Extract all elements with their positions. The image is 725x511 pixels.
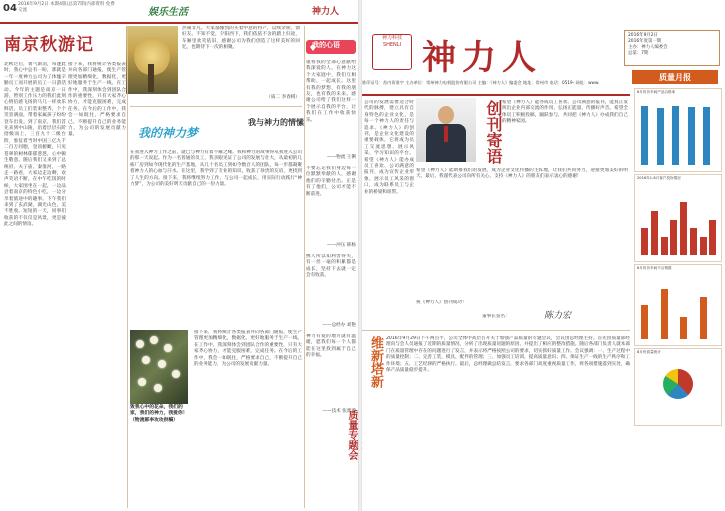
dream-title: 我的神力梦 <box>138 126 199 140</box>
bars-defect-bar-3 <box>700 297 707 339</box>
defects-title: 8月份各车间不合格数 <box>637 266 672 270</box>
heart-text-4: 神力有爱的地方就有温暖，愿我们每一个人都能在这里找到属于自己的幸福。 <box>306 334 356 359</box>
flower-caption: 致我心中的花朵，我们的家，我们的神力，我爱你！（物流部李攻攻供稿） <box>130 405 188 423</box>
top-mid-text: 热闹非凡。大家都懂凯的买着中意的特产，以续亲朋，馈好友。不知不觉，夕阳西下，我们依依不舍的踏上归途，车厢里欢笑依旧，感谢公司为我们创造了这样美好的回忆，也期待下一次的相聚。 <box>182 26 300 51</box>
vertical-banner: 质量专题会 <box>346 410 357 460</box>
feature-sign: 祝《神力人》创刊成功！ <box>416 300 467 305</box>
ginkgo-photo <box>126 26 178 94</box>
issue-box <box>624 30 720 66</box>
heart-text-2: 不要忘记我们身边每一位默默奉献的人，感谢他们的辛勤付出。正是有了他们，公司才能不断前进。 <box>306 166 356 197</box>
column-rule <box>127 26 128 508</box>
bars-pass-bar-1 <box>657 108 664 165</box>
bars-complaint-bar-3 <box>670 220 677 255</box>
bars-complaint-bar-5 <box>690 228 697 255</box>
left-page <box>0 0 358 511</box>
love-article-text: 在我进入神力工作之前，就已与神力有着不解之缘。我和神力的故事得从我进入公司的那一天说起。作为一名普通的员工，我亲眼见证了公司的发展与壮大，从最初的几栋厂房到如今现代化的生产基地，从几十名员工到如今数百人的团队，每一步都凝聚着神力人的心血与汗水。在这里，我学到了专业的知识，收获了珍贵的友谊，更找到了人生的方向。接下来，我将继续努力工作，与公司一起成长，用实际行动践行“神力梦”，为公司的美好明天贡献自己的一份力量。 <box>130 150 302 188</box>
bottom-rule <box>362 330 630 331</box>
issue-number: 总第：7期 <box>628 51 649 56</box>
issue-publisher: 主办：神力人编委会 <box>628 45 668 50</box>
heart-text-3: 携人所以知利害得失，有一丝一毫的积累都是成长，坚持下去就一定会有收获。 <box>306 254 356 279</box>
heart-text: 谨将我的全部心意献给我深爱的人。在神力这个大家庭中，我们互相帮助，一起成长。这里有我的梦想，有我的朋友，也有我的未来。感谢公司给了我们这样一个展示自我的平台，让我们在工作中收获快乐。 <box>306 60 356 123</box>
page-number: 04 <box>3 3 17 14</box>
bars-complaint-bar-7 <box>709 220 716 255</box>
complaints-chart <box>634 174 722 262</box>
love-title: 我与神力的情愫 <box>248 117 304 127</box>
bars-complaint-bar-2 <box>661 237 668 255</box>
bars-defect-bar-2 <box>680 317 687 339</box>
heart-author-3: ——总经办 刘艳 <box>322 323 356 328</box>
masthead-seal: 神力科技 SHENLI <box>372 34 412 70</box>
bars-complaint-bar-1 <box>651 211 658 255</box>
right-page <box>362 0 725 511</box>
pass-rate-title: 8月份各车间产品合格率 <box>637 90 676 94</box>
bars-pass-bar-3 <box>688 107 695 165</box>
complaints-title: 2016年1-8月客户投诉情况 <box>637 176 681 180</box>
bars-defect-bar-0 <box>641 305 648 339</box>
feature-text-2: 希望《神力人》能办成员工喜欢、公司满意的报刊，能真正发挥出企业内部交流的作用，弘扬正能量，传播好声音。希望全体员工积极投稿，踊跃参与，共同把《神力人》办成我们自己的精神家园。 <box>502 100 628 125</box>
flowers-photo <box>130 330 188 404</box>
chairman-photo <box>416 98 476 162</box>
column-rule-2 <box>304 26 305 508</box>
chairman-signature: 陈力宏 <box>544 311 572 321</box>
bars-complaint-bar-4 <box>680 202 687 255</box>
bottom-vertical-title: 维新塔新 <box>368 336 383 388</box>
heart-author-4: ——技术 张蕾蕾 <box>322 409 356 414</box>
masthead-info: 准印证号：苏内资准字 主办单位：常州神力电机股份有限公司 主编：《神力人》编委会 地址：常州市 电话：0519- 网址：www. <box>362 80 600 85</box>
header-logo: 神力人 <box>312 7 340 17</box>
bars-defect-bar-1 <box>661 289 668 339</box>
quality-report-tab: 质量月报 <box>632 70 718 84</box>
feature-text: 公司的发展需要适合时代的脉搏，建立具有自身特色的企业文化，是每一个神力人的责任与追求。《神力人》的创刊，是企业文化建设的重要载体，它将成为员工交流思想、展示风采、学习知识的平台。希望《神力人》能办成员工喜欢、公司满意的报刊，成为宣传企业形象、展示员工风采的窗口，成为联系员工与企业的桥梁和纽带。 <box>364 100 414 195</box>
bars-pass-bar-0 <box>641 106 648 165</box>
nanjing-article-text-2: 接下来，我将统计各类报表并向各部门通报，使生产管理更加精细化，数据化，更好地服务于生产一线。在工作中，我深刻体会到团队合作的重要性，只有大家齐心协力，才能克服困难，完成任务。在今后的工作中，我会一如既往，严格要求自己，不断提升自己的业务能力，为公司的发展贡献力量。 <box>68 62 126 138</box>
nanjing-article-title: 南京秋游记 <box>4 35 94 55</box>
bars-pass-bar-2 <box>672 106 679 165</box>
issue-date: 2016年9月2日 <box>628 33 658 38</box>
feature-sign-label: 董事长签名： <box>482 314 510 319</box>
pie-shape <box>663 369 693 399</box>
heart-author: ——物流 王俐 <box>326 155 356 160</box>
masthead: 神力人 <box>422 38 542 78</box>
quality-meeting-text: 2016年9月29日下午两点半，公司全体中高层召开关于加强产品质量的专题会议，会议由总经理主持。首先由质量部经理向与会人员通报了近期的质量情况，分析了出现质量问题的原因，并提出了相应的整改措施。随后各部门负责人就本部门在质量管理中存在的问题进行了发言，并表示将严格按照公司的要求，切实抓好质量工作。会议强调：一、生产过程中的质量控制；二、完善工装、模具、配件的管理；三、加强员工培训，提高质量意识；四、保证生产一线的生产秩序和工作环境；五、工艺纪律的严格执行。最后，总经理做总结发言，要求各部门高度重视质量工作，将各项措施落到实处，确保产品质量稳步提升。 <box>386 336 630 374</box>
heart-author-2: ——冲压 韩杨 <box>326 243 356 248</box>
quality-charts <box>634 86 720 496</box>
section-rule <box>130 106 302 107</box>
masthead-rule <box>362 94 630 96</box>
pass-rate-chart <box>634 88 722 172</box>
bars-pass-bar-4 <box>703 107 710 165</box>
quality-pie-title: 8月份质量统计 <box>637 350 661 354</box>
bars-complaint-bar-0 <box>641 228 648 255</box>
love-article-text-2: 接下来，我将统计各类报表并向各部门通报，使生产管理更加精细化，数据化，更好地服务于生产一线。在工作中，我深刻体会到团队合作的重要性，只有大家齐心协力，才能克服困难，完成任务。在今后的工作中，我会一如既往，严格要求自己，不断提升自己的业务能力，为公司的发展贡献力量。 <box>194 330 302 368</box>
heart-banner-text: 我的心语 <box>312 40 340 49</box>
issue-period: 2016年度第一期 <box>628 39 662 44</box>
bars-complaint-bar-6 <box>700 237 707 255</box>
defects-chart <box>634 264 722 346</box>
left-header <box>0 0 358 24</box>
top-mid-author: （质二 李春棋） <box>266 95 300 100</box>
section-title: 娱乐生活 <box>148 7 188 18</box>
bottom-vertical-title-2 <box>362 400 364 500</box>
feature-vertical-title: 创刊寄语 <box>484 100 503 164</box>
quality-pie-chart <box>634 348 722 426</box>
date-line: 2016年9月2日 本期4版(总第7期)内部资料 免费交流 <box>18 2 115 13</box>
feature-text-3: 希望《神力人》能助推我们的发展，成为企业文化传播的主阵地，让我们共同努力，迎接更加美好的明天。最后，我谨代表公司向所有关心、支持《神力人》的朋友们表示衷心的感谢！ <box>416 168 628 180</box>
nanjing-article-text: 北秋过后，暑气渐消，每逢此时，我心中总有一盼，那就是一年一度神力公司为了体恤辛勤员工而开展的员工一日游活动。今年的主题是南京一日游，暂别工作压力的我们此刻心情倍感飞扬的马儿一样欢乐鲜活，员工们装束整齐，个个笑容满面，带着家属孩子纷纷登车出发。到了南京，我们首先来到中山陵，沿着层层石阶拾级而上，三百九十二级台阶，象征着当时中国三亿九千二百万同胞，登顶俯瞰，只见苍翠的树林郁郁葱葱，心中顿生敬意。随后我们又来到了总统府、夫子庙、秦淮河，一路走一路看，大家边走边聊，欢声笑语不断。在中午吃饭的时候，大家围坐在一起，一边品尝着南京的特色小吃，一边分享着旅途中的趣事。下午我们来到了玄武湖，湖光山色，美不胜收。短短的一天，同事们收获的不仅仅是风景，更是彼此之间的情谊。 <box>4 62 66 228</box>
